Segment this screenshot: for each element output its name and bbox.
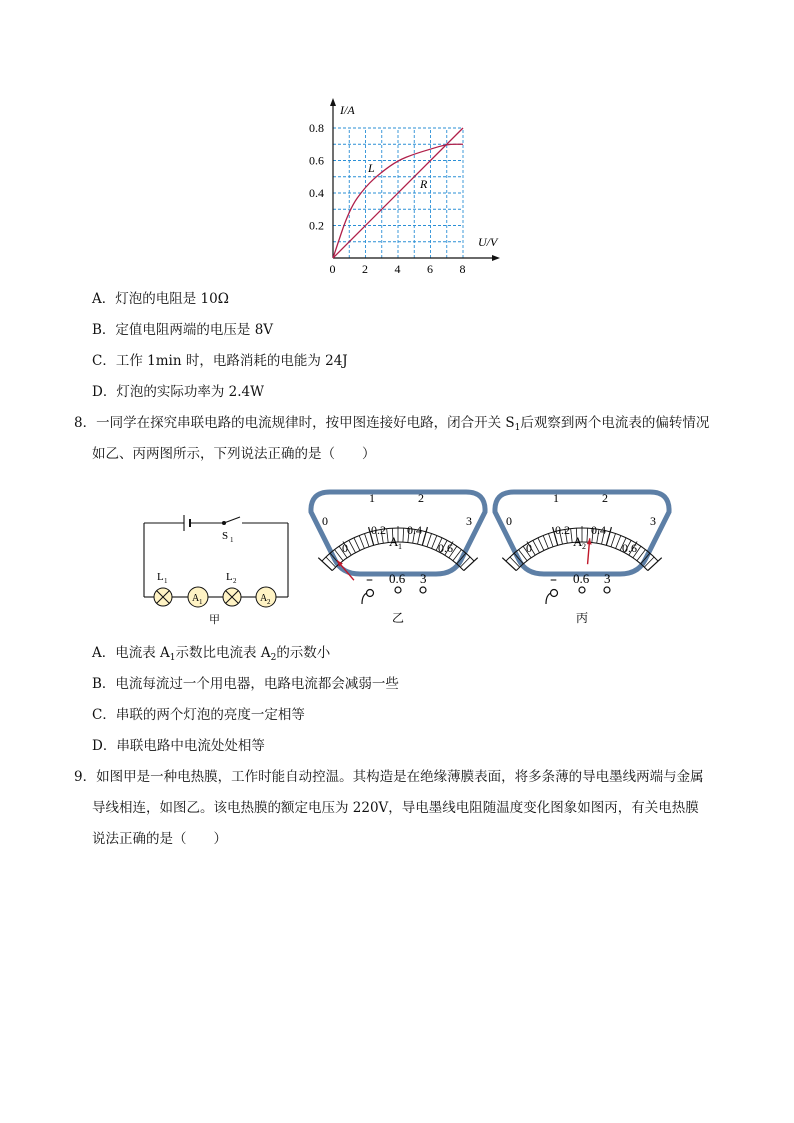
meter-left-terminal-06-icon (395, 587, 401, 593)
meter-left-outer-3: 3 (466, 514, 472, 528)
x-tick-label: 4 (394, 262, 401, 276)
dial-tick (648, 558, 662, 571)
lamp-l2-label: L (226, 571, 233, 583)
lamp-l2-label-sub: 2 (233, 577, 237, 585)
x-axis-arrow (492, 255, 500, 261)
meter-left-terminal-neg: – (366, 572, 373, 588)
x-tick-label: 8 (459, 262, 466, 276)
meter-right-name-sub: 2 (582, 542, 586, 551)
ammeter-a2-sub: 2 (267, 598, 271, 606)
y-tick-label: 0.2 (309, 218, 324, 233)
q8-option-b: B．电流每流过一个用电器，电路电流都会减弱一些 (92, 676, 399, 692)
meter-left-outer-1: 1 (369, 491, 375, 505)
q9-stem-line2: 导线相连，如图乙。该电热膜的额定电压为 220V，导电墨线电阻随温度变化图象如图丙，有关电热膜 (92, 800, 699, 816)
meter-right-name: A (573, 534, 583, 549)
meter-right-inner-0: 0 (526, 541, 532, 555)
q8-option-c: C．串联的两个灯泡的亮度一定相等 (92, 707, 305, 723)
meter-right-outer-3: 3 (650, 514, 656, 528)
q9-stem-line3: 说法正确的是（ ） (92, 831, 227, 847)
meter-left-terminal-3-icon (420, 587, 426, 593)
q8-option-d: D．串联电路中电流处处相等 (92, 738, 265, 754)
x-axis-label: U/V (478, 235, 498, 249)
ammeter-a2 (256, 587, 276, 607)
ammeter-a1 (188, 587, 208, 607)
meter-left-name-sub: 1 (398, 542, 402, 551)
meter-left-terminal-06: 0.6 (389, 571, 406, 586)
lamp-l2 (223, 588, 241, 606)
meter-right-terminal-neg: – (550, 572, 557, 588)
y-axis-label: I/A (340, 103, 355, 117)
meter-right-outer-1: 1 (553, 491, 559, 505)
q8-option-a-text-1: A．电流表 A (92, 645, 170, 661)
dial-tick (318, 558, 332, 571)
circuit-caption: 甲 (209, 614, 220, 626)
meter-left-inner-2: 0.4 (407, 523, 422, 537)
meter-left-terminal-3: 3 (420, 571, 427, 586)
circuit-diagram (130, 505, 300, 630)
ammeter-dial-left (306, 482, 490, 630)
meter-left-caption: 乙 (392, 611, 405, 625)
y-tick-label: 0.4 (309, 186, 324, 200)
switch-blade (224, 517, 240, 523)
x-tick-label: 6 (427, 262, 433, 276)
curve-L-label: L (368, 161, 375, 175)
meter-right-terminal-neg-icon (551, 590, 558, 597)
y-axis-arrow (330, 98, 336, 106)
dial-tick (464, 558, 478, 571)
iu-graph (300, 96, 510, 276)
q8-option-a-sub-1: 1 (169, 653, 176, 663)
meter-right-terminal-3-icon (604, 587, 610, 593)
meter-right-outer-0: 0 (506, 514, 512, 528)
dial-tick (502, 558, 516, 571)
q8-option-a-text-2: 示数比电流表 A (175, 645, 271, 661)
q8-option-a-text-3: 的示数小 (276, 645, 331, 661)
y-tick-label: 0.6 (309, 153, 324, 168)
ammeter-a1-sub: 1 (199, 598, 203, 606)
x-tick-label: 2 (362, 262, 368, 276)
y-tick-label: 0.8 (309, 121, 324, 135)
q8-stem-line2: 如乙、丙两图所示，下列说法正确的是（ ） (92, 446, 376, 462)
meter-right-outer-2: 2 (602, 491, 608, 505)
lamp-l1-label-sub: 1 (164, 577, 168, 585)
q8-stem-line1 (74, 414, 709, 437)
meter-left-inner-1: 0.2 (371, 523, 386, 537)
meter-right-inner-3: 0.6 (622, 541, 637, 555)
meter-left-inner-3: 0.6 (438, 541, 453, 555)
meter-right-inner-1: 0.2 (555, 523, 570, 537)
meter-left-terminal-neg-icon (367, 590, 374, 597)
ammeter-dial-right (490, 482, 674, 630)
meter-right-inner-2: 0.4 (591, 523, 606, 537)
meter-left-inner-0: 0 (342, 541, 348, 555)
q7-option-b: B．定值电阻两端的电压是 8V (92, 322, 274, 338)
meter-right-terminal-06: 0.6 (573, 571, 590, 586)
lamp-l1-label: L (157, 571, 164, 583)
q7-option-d: D．灯泡的实际功率为 2.4W (92, 384, 264, 400)
q8-stem-text-1: 8．一同学在探究串联电路的电流规律时，按甲图连接好电路，闭合开关 S (74, 415, 515, 431)
q7-option-a: A．灯泡的电阻是 10Ω (92, 291, 229, 307)
q7-option-c: C．工作 1min 时，电路消耗的电能为 24J (92, 353, 348, 369)
meter-right-terminal-3: 3 (604, 571, 611, 586)
q9-stem-line1: 9．如图甲是一种电热膜，工作时能自动控温。其构造是在绝缘薄膜表面，将多条薄的导电墨线两端与金属 (74, 769, 704, 785)
meter-right-caption: 丙 (576, 611, 589, 625)
q8-option-a-sub-2: 2 (270, 653, 277, 663)
meter-right-terminal-06-icon (579, 587, 585, 593)
switch-label-sub: 1 (230, 536, 234, 544)
ammeter-a1-label: A (192, 593, 200, 604)
x-tick-label: 0 (329, 262, 336, 276)
meter-left-name: A (389, 534, 399, 549)
q8-option-a (92, 644, 330, 667)
lamp-l1 (154, 588, 172, 606)
q8-stem-sub: 1 (514, 423, 521, 433)
meter-left-outer-2: 2 (418, 491, 424, 505)
meter-left-outer-0: 0 (322, 514, 328, 528)
ammeter-a2-label: A (260, 593, 268, 604)
line-R-label: R (420, 177, 428, 191)
switch-label: S (222, 530, 229, 542)
q8-stem-text-2: 后观察到两个电流表的偏转情况 (520, 415, 710, 431)
